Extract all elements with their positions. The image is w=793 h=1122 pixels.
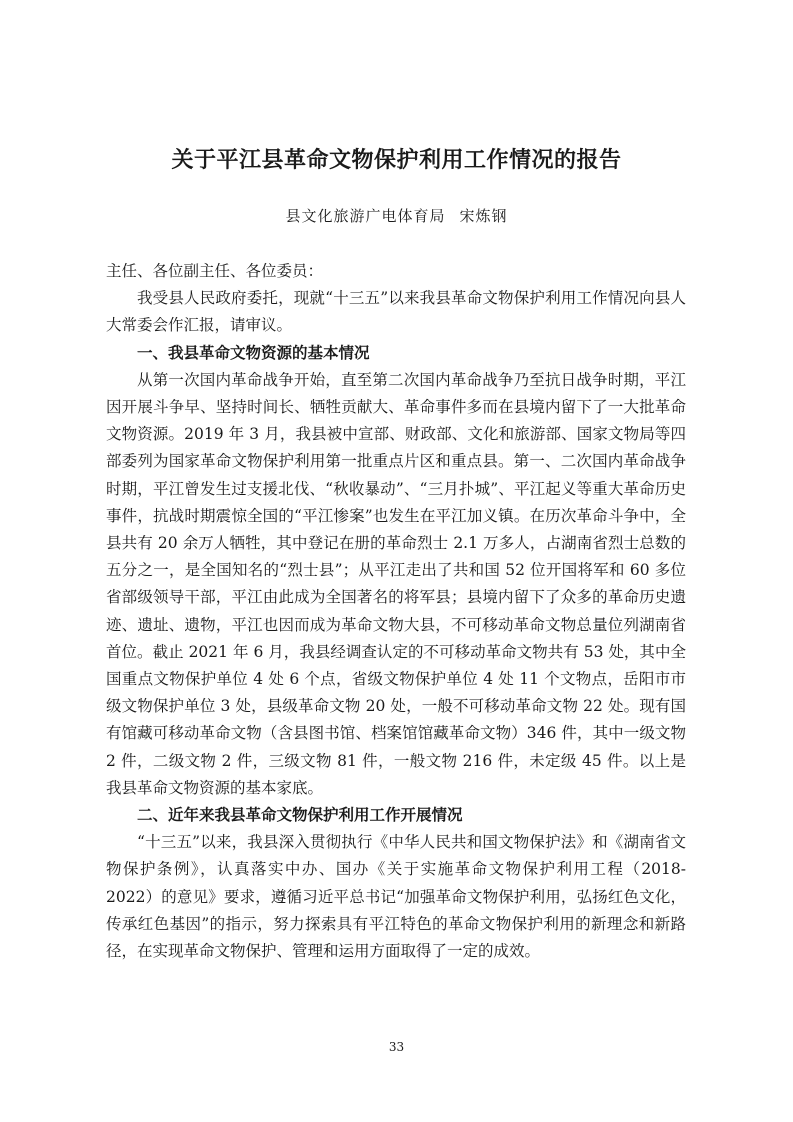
salutation: 主任、各位副主任、各位委员： — [106, 262, 324, 280]
author-line — [0, 205, 793, 226]
intro-paragraph: 我受县人民政府委托，现就“十三五”以来我县革命文物保护利用工作情况向县人大常委会作汇报，请审议。 — [106, 289, 686, 335]
section-1-paragraph: 从第一次国内革命战争开始，直至第二次国内革命战争乃至抗日战争时期，平江因开展斗争早、坚持时间长、牺牲贡献大、革命事件多而在县境内留下了一大批革命文物资源。2019 年 3 月，我县被中宣部、财政部、文化和旅游部、国家文物局等四部委列为国家革命文物保护利用第一批重点片区和重点县。第一、二次国内革命战争时期，平江曾发生过支援北伐、“秋收暴动”、“三月扑城”、平江起义等重大革命历史事件，抗战时期震惊全国的“平江惨案”也发生在平江加义镇。在历次革命斗争中，全县共有 20 余万人牺牲，其中登记在册的革命烈士 2.1 万多人，占湖南省烈士总数的五分之一，是全国知名的“烈士县”；从平江走出了共和国 52 位开国将军和 60 多位省部级领导干部，平江由此成为全国著名的将军县；县境内留下了众多的革命历史遗迹、遗址、遗物，平江也因而成为革命文物大县，不可移动革命文物总量位列湖南省首位。截止 2021 年 6 月，我县经调查认定的不可移动革命文物共有 53 处，其中全国重点文物保护单位 4 处 6 个点，省级文物保护单位 4 处 11 个文物点，岳阳市市级文物保护单位 3 处，县级革命文物 20 处，一般不可移动革命文物 22 处。现有国有馆藏可移动革命文物（含县图书馆、档案馆馆藏革命文物）346 件，其中一级文物 2 件，二级文物 2 件，三级文物 81 件，一般文物 216 件，未定级 45 件。以上是我县革命文物资源的基本家底。 — [106, 370, 686, 797]
page-number: 33 — [388, 1040, 405, 1054]
report-body — [106, 258, 686, 965]
document-title: 关于平江县革命文物保护利用工作情况的报告 — [171, 148, 622, 173]
author-organization: 县文化旅游广电体育局 — [285, 207, 446, 225]
section-heading-1: 一、我县革命文物资源的基本情况 — [137, 343, 370, 362]
section-heading-2: 二、近年来我县革命文物保护利用工作开展情况 — [137, 806, 463, 825]
section-2-paragraph: “十三五”以来，我县深入贯彻执行《中华人民共和国文物保护法》和《湖南省文物保护条例》，认真落实中办、国办《关于实施革命文物保护利用工程（2018-2022）的意见》要求，遵循习近平总书记“加强革命文物保护利用，弘扬红色文化，传承红色基因”的指示，努力探索具有平江特色的革命文物保护利用的新理念和新路径，在实现革命文物保护、管理和运用方面取得了一定的成效。 — [106, 833, 686, 961]
author-name: 宋炼钢 — [459, 207, 508, 225]
